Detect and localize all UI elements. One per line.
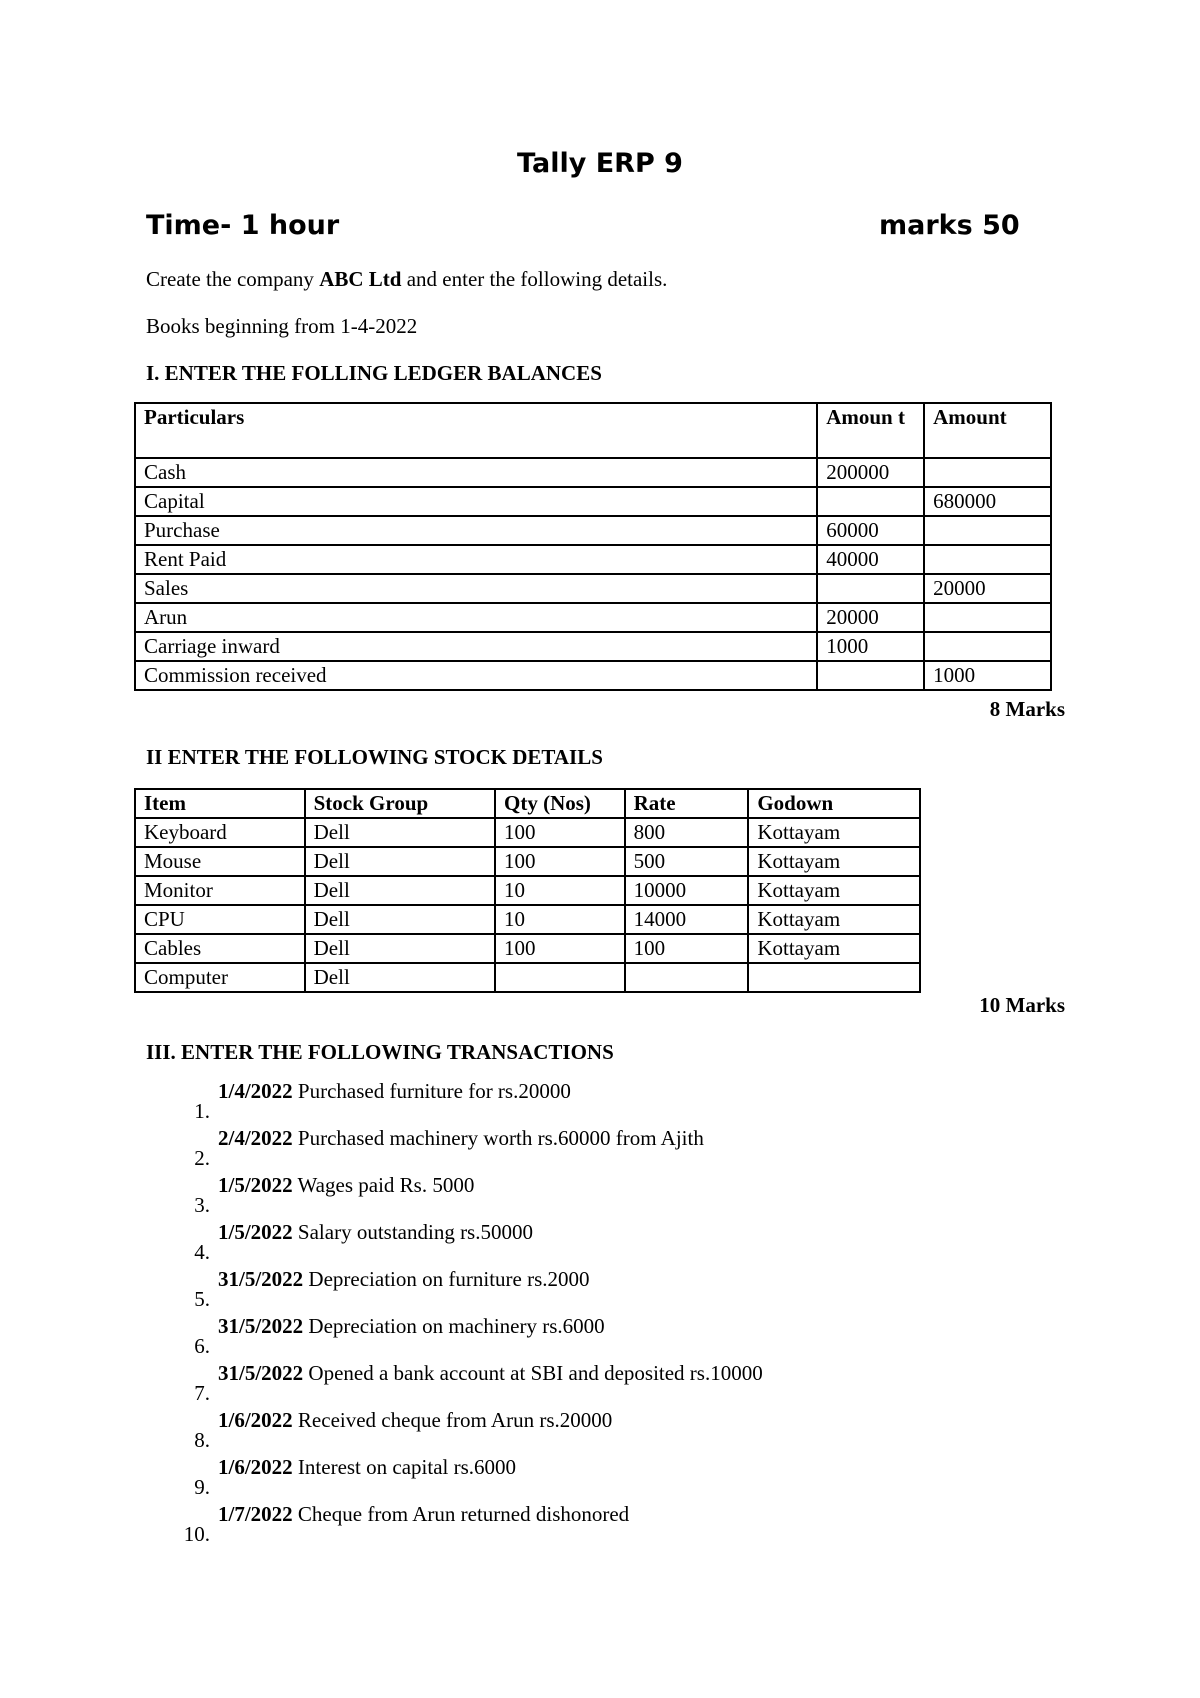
stock-cell-godown: Kottayam: [748, 934, 920, 963]
ledger-header-amount-credit: Amount: [924, 403, 1051, 458]
transaction-date: 1/6/2022: [218, 1455, 293, 1479]
stock-cell-group: Dell: [305, 905, 495, 934]
transaction-number: 1.: [194, 1099, 210, 1123]
stock-header-godown: Godown: [748, 789, 920, 818]
transaction-text: Purchased machinery worth rs.60000 from Ajith: [292, 1126, 704, 1150]
ledger-cell-credit: 20000: [924, 574, 1051, 603]
stock-cell-group: Dell: [305, 876, 495, 905]
transaction-text: Depreciation on machinery rs.6000: [303, 1314, 605, 1338]
stock-cell-item: CPU: [135, 905, 305, 934]
stock-cell-item: Mouse: [135, 847, 305, 876]
ledger-cell-debit: 20000: [817, 603, 924, 632]
transaction-item: [194, 1360, 763, 1407]
ledger-row: [135, 516, 1051, 545]
stock-cell-qty: 100: [495, 818, 625, 847]
stock-row: [135, 963, 920, 992]
ledger-row: [135, 487, 1051, 516]
transaction-item: [194, 1172, 763, 1219]
ledger-row: [135, 603, 1051, 632]
transaction-date: 1/6/2022: [218, 1408, 293, 1432]
ledger-balances-table: [134, 402, 1052, 691]
stock-cell-rate: [625, 963, 749, 992]
ledger-cell-particulars: Commission received: [135, 661, 817, 690]
ledger-cell-credit: [924, 458, 1051, 487]
transaction-date: 31/5/2022: [218, 1361, 304, 1385]
transaction-number: 2.: [194, 1146, 210, 1170]
stock-row: [135, 818, 920, 847]
stock-header-group: Stock Group: [305, 789, 495, 818]
ledger-cell-particulars: Cash: [135, 458, 817, 487]
stock-cell-group: Dell: [305, 963, 495, 992]
stock-cell-rate: 100: [625, 934, 749, 963]
transaction-number: 10.: [183, 1522, 210, 1546]
ledger-cell-particulars: Arun: [135, 603, 817, 632]
ledger-cell-particulars: Carriage inward: [135, 632, 817, 661]
transaction-date: 31/5/2022: [218, 1267, 304, 1291]
transaction-text: Purchased furniture for rs.20000: [292, 1079, 571, 1103]
stock-row: [135, 847, 920, 876]
ledger-header-row: [135, 403, 1051, 458]
transaction-item: [194, 1407, 763, 1454]
ledger-row: [135, 545, 1051, 574]
transaction-text: Depreciation on furniture rs.2000: [303, 1267, 590, 1291]
transaction-item: [194, 1266, 763, 1313]
ledger-cell-particulars: Capital: [135, 487, 817, 516]
stock-cell-qty: 10: [495, 905, 625, 934]
section2-heading: II ENTER THE FOLLOWING STOCK DETAILS: [146, 745, 603, 769]
stock-cell-rate: 800: [625, 818, 749, 847]
company-name: ABC Ltd: [319, 267, 402, 291]
stock-cell-qty: 100: [495, 934, 625, 963]
stock-cell-godown: Kottayam: [748, 905, 920, 934]
stock-header-rate: Rate: [625, 789, 749, 818]
transaction-text: Cheque from Arun returned dishonored: [292, 1502, 630, 1526]
books-beginning: Books beginning from 1-4-2022: [146, 314, 418, 338]
ledger-cell-debit: 60000: [817, 516, 924, 545]
stock-cell-item: Computer: [135, 963, 305, 992]
ledger-row: [135, 574, 1051, 603]
stock-cell-rate: 10000: [625, 876, 749, 905]
stock-cell-group: Dell: [305, 847, 495, 876]
stock-cell-item: Keyboard: [135, 818, 305, 847]
ledger-row: [135, 458, 1051, 487]
stock-cell-qty: [495, 963, 625, 992]
transactions-list: [183, 1078, 763, 1548]
stock-cell-rate: 14000: [625, 905, 749, 934]
transaction-item: [194, 1313, 763, 1360]
transaction-number: 4.: [194, 1240, 210, 1264]
stock-cell-godown: Kottayam: [748, 876, 920, 905]
transaction-text: Salary outstanding rs.50000: [292, 1220, 533, 1244]
stock-cell-godown: Kottayam: [748, 847, 920, 876]
stock-cell-godown: [748, 963, 920, 992]
ledger-cell-debit: 1000: [817, 632, 924, 661]
transaction-date: 1/7/2022: [218, 1502, 293, 1526]
ledger-cell-particulars: Purchase: [135, 516, 817, 545]
stock-cell-rate: 500: [625, 847, 749, 876]
transaction-number: 8.: [194, 1428, 210, 1452]
stock-header-row: [135, 789, 920, 818]
transaction-number: 7.: [194, 1381, 210, 1405]
ledger-cell-debit: [817, 574, 924, 603]
ledger-cell-debit: 200000: [817, 458, 924, 487]
total-marks: marks 50: [879, 210, 1020, 241]
ledger-cell-credit: [924, 545, 1051, 574]
ledger-row: [135, 661, 1051, 690]
ledger-row: [135, 632, 1051, 661]
intro-text: Create the company ABC Ltd and enter the following details.: [146, 267, 668, 291]
stock-row: [135, 905, 920, 934]
transaction-number: 9.: [194, 1475, 210, 1499]
ledger-cell-credit: 680000: [924, 487, 1051, 516]
section1-heading: I. ENTER THE FOLLING LEDGER BALANCES: [146, 361, 602, 385]
transaction-text: Opened a bank account at SBI and deposited rs.10000: [303, 1361, 763, 1385]
transaction-date: 1/5/2022: [218, 1173, 293, 1197]
stock-cell-godown: Kottayam: [748, 818, 920, 847]
transaction-text: Wages paid Rs. 5000: [292, 1173, 475, 1197]
transaction-text: Received cheque from Arun rs.20000: [292, 1408, 613, 1432]
stock-cell-group: Dell: [305, 934, 495, 963]
stock-cell-item: Monitor: [135, 876, 305, 905]
transaction-number: 5.: [194, 1287, 210, 1311]
transaction-item: [194, 1125, 763, 1172]
ledger-cell-credit: [924, 603, 1051, 632]
transaction-text: Interest on capital rs.6000: [292, 1455, 517, 1479]
ledger-cell-debit: [817, 487, 924, 516]
transaction-item: [194, 1454, 763, 1501]
ledger-cell-credit: [924, 632, 1051, 661]
ledger-cell-credit: [924, 516, 1051, 545]
stock-row: [135, 934, 920, 963]
ledger-header-amount-debit: Amoun t: [817, 403, 924, 458]
stock-cell-item: Cables: [135, 934, 305, 963]
stock-header-qty: Qty (Nos): [495, 789, 625, 818]
stock-cell-qty: 10: [495, 876, 625, 905]
stock-details-table: [134, 788, 921, 993]
stock-cell-group: Dell: [305, 818, 495, 847]
ledger-cell-debit: 40000: [817, 545, 924, 574]
ledger-cell-debit: [817, 661, 924, 690]
transaction-number: 3.: [194, 1193, 210, 1217]
time-label: Time- 1 hour: [146, 210, 340, 241]
stock-cell-qty: 100: [495, 847, 625, 876]
transaction-date: 1/5/2022: [218, 1220, 293, 1244]
section2-marks: 10 Marks: [979, 993, 1065, 1017]
transaction-item: [194, 1219, 763, 1266]
ledger-cell-particulars: Sales: [135, 574, 817, 603]
transaction-date: 2/4/2022: [218, 1126, 293, 1150]
transaction-date: 31/5/2022: [218, 1314, 304, 1338]
section3-heading: III. ENTER THE FOLLOWING TRANSACTIONS: [146, 1040, 614, 1064]
transaction-item: [194, 1078, 763, 1125]
stock-header-item: Item: [135, 789, 305, 818]
transaction-item: [183, 1501, 763, 1548]
ledger-cell-credit: 1000: [924, 661, 1051, 690]
ledger-cell-particulars: Rent Paid: [135, 545, 817, 574]
stock-row: [135, 876, 920, 905]
transaction-date: 1/4/2022: [218, 1079, 293, 1103]
page-title: Tally ERP 9: [517, 148, 683, 179]
ledger-header-particulars: Particulars: [135, 403, 817, 458]
section1-marks: 8 Marks: [989, 697, 1065, 721]
transaction-number: 6.: [194, 1334, 210, 1358]
